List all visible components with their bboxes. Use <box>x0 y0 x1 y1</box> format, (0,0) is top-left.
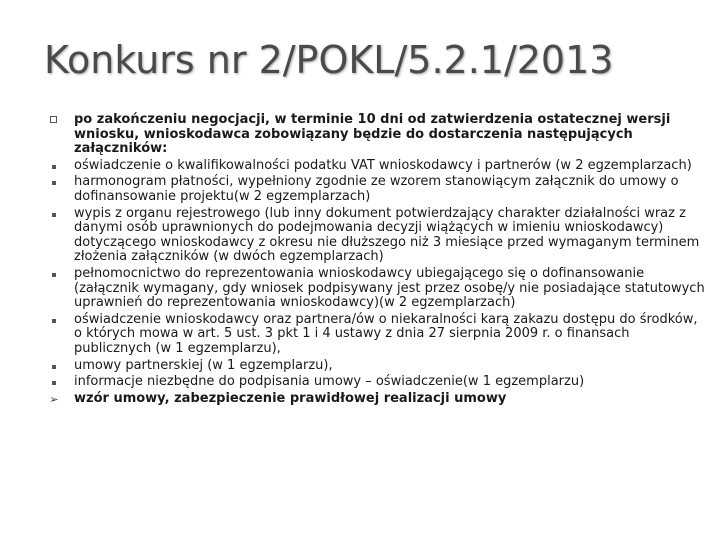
list-item-text: umowy partnerskiej (w 1 egzemplarzu), <box>74 357 333 373</box>
slide-title: Konkurs nr 2/POKL/5.2.1/2013 <box>44 38 614 82</box>
bullet-list <box>48 113 708 408</box>
list-item-text: informacje niezbędne do podpisania umowy – oświadczenie(w 1 egzemplarzu) <box>74 374 585 390</box>
list-item <box>48 175 708 204</box>
list-item <box>48 159 708 174</box>
list-item-text: pełnomocnictwo do reprezentowania wnioskodawcy ubiegającego się o dofinansowanie (załącznik wymagany, gdy wniosek podpisywany jest przez osobę/y nie posiadające statutowych uprawnień do reprezentowania wnioskodawcy)(w 2 egzemplarzach) <box>74 265 705 311</box>
list-item <box>48 375 708 390</box>
list-item <box>48 392 708 407</box>
square-bullet-icon <box>50 116 57 123</box>
list-item <box>48 207 708 265</box>
arrow-bullet-icon: ➢ <box>49 392 59 406</box>
list-item-text: wypis z organu rejestrowego (lub inny dokument potwierdzający charakter działalności wraz z danymi osób uprawnionych do podejmowania decyzji wiążących w imieniu wnioskodawcy) dotyczącego wnioskodawcy z okresu nie dłuższego niż 3 miesiące przed wymaganym terminem złożenia załączników (w dwóch egzemplarzach) <box>74 205 700 265</box>
list-item-text: wzór umowy, zabezpieczenie prawidłowej realizacji umowy <box>74 390 507 406</box>
list-item-text: po zakończeniu negocjacji, w terminie 10 dni od zatwierdzenia ostatecznej wersji wniosku, wnioskodawca zobowiązany będzie do dostarczenia następujących załączników: <box>74 112 671 157</box>
list-item-text: oświadczenie o kwalifikowalności podatku VAT wnioskodawcy i partnerów (w 2 egzemplarzach) <box>74 157 692 173</box>
list-item <box>48 313 708 357</box>
list-item <box>48 267 708 311</box>
list-item-text: harmonogram płatności, wypełniony zgodnie ze wzorem stanowiącym załącznik do umowy o dofinansowanie projektu(w 2 egzemplarzach) <box>74 174 679 204</box>
list-item <box>48 359 708 374</box>
list-item <box>48 113 708 157</box>
list-item-text: oświadczenie wnioskodawcy oraz partnera/ów o niekaralności karą zakazu dostępu do środków, o których mowa w art. 5 ust. 3 pkt 1 i 4 ustawy z dnia 27 sierpnia 2009 r. o finansach publicznych (w 1 egzemplarzu), <box>74 311 698 356</box>
